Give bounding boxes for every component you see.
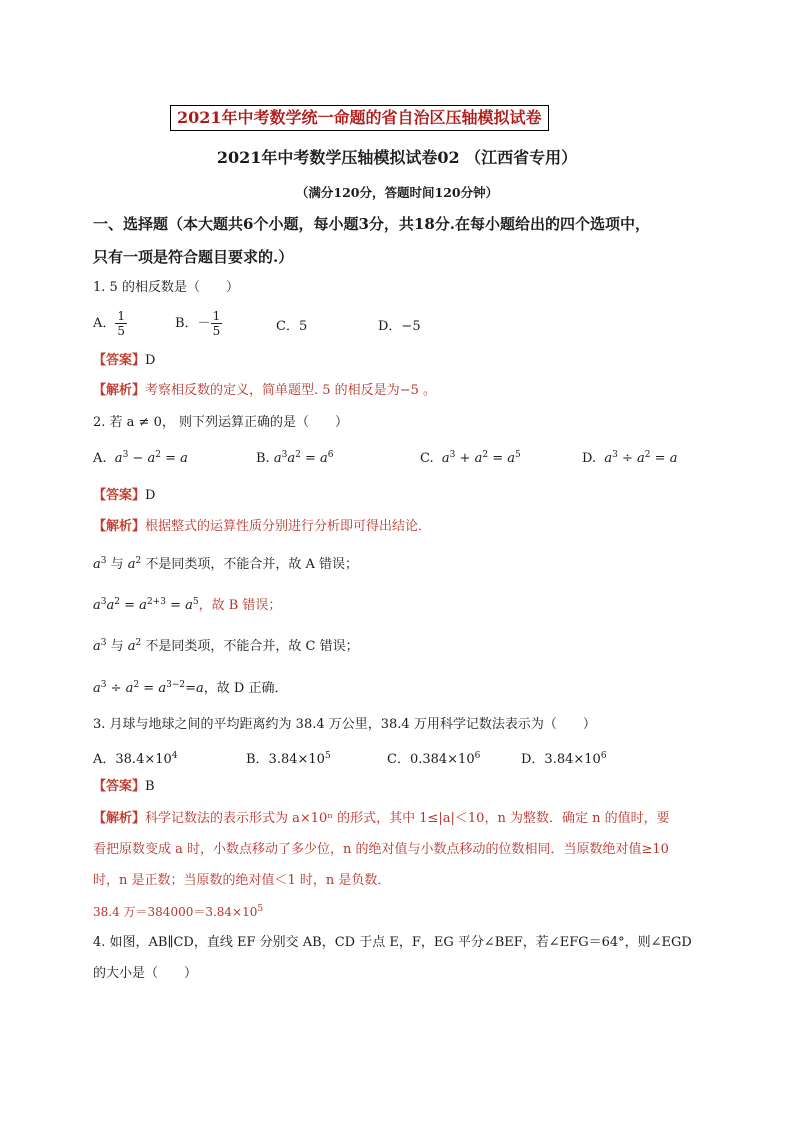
q2-analysis-d: $a^3 \div a^2 = a^{3-2}=a$，故 D 正确． bbox=[93, 680, 288, 696]
exam-subtitle: （满分120分，答题时间120分钟） bbox=[295, 185, 499, 200]
q2-option-d: D. $a^3 \div a^2 = a$ bbox=[582, 450, 678, 466]
q3-calculation: 38.4 万$=384000=3.84\times 10^5$ bbox=[93, 904, 264, 919]
section-heading-line1: 一、选择题（本大题共6个小题，每小题3分，共18分.在每小题给出的四个选项中， bbox=[93, 215, 650, 233]
q1-stem: 1. 5 的相反数是（ ） bbox=[93, 280, 239, 295]
q2-stem: 2. 若 a ≠ 0， 则下列运算正确的是（ ） bbox=[93, 415, 348, 430]
q4-stem-line2: 的大小是（ ） bbox=[93, 966, 198, 981]
q2-option-a: A. $a^3 - a^2 = a$ bbox=[93, 450, 188, 466]
q2-analysis: 【解析】根据整式的运算性质分别进行分析即可得出结论． bbox=[93, 519, 432, 534]
q1-analysis: 【解析】考察相反数的定义，简单题型. 5 的相反是为−5 。 bbox=[93, 383, 436, 398]
q3-analysis-line3: 时，n 是正数；当原数的绝对值＜1 时，n 是负数． bbox=[93, 873, 391, 888]
q1-answer: 【答案】D bbox=[93, 353, 156, 368]
q3-option-d: D．$3.84\times 10^6$ bbox=[521, 751, 607, 767]
q3-stem: 3. 月球与地球之间的平均距离约为 38.4 万公里，38.4 万用科学记数法表示为（ ） bbox=[93, 717, 596, 732]
section-heading-line2: 只有一项是符合题目要求的.） bbox=[93, 248, 294, 266]
q3-option-c: C．$0.384\times 10^6$ bbox=[387, 751, 481, 767]
q1-option-c: C．5 bbox=[276, 319, 308, 334]
q3-answer: 【答案】B bbox=[93, 779, 155, 794]
q1-option-d: D．−5 bbox=[378, 319, 421, 334]
q3-analysis-line2: 看把原数变成 a 时，小数点移动了多少位，n 的绝对值与小数点移动的位数相同．当原数绝对值≥10 bbox=[93, 842, 669, 857]
q2-answer: 【答案】D bbox=[93, 488, 156, 503]
q2-analysis-a: $a^3$ 与 $a^2$ 不是同类项，不能合并，故 A 错误； bbox=[93, 556, 359, 572]
q3-analysis-line1: 【解析】科学记数法的表示形式为 a×10ⁿ 的形式，其中 1≤|a|＜10，n 为整数．确定 n 的值时，要 bbox=[93, 811, 670, 826]
q3-option-a: A．$38.4\times 10^4$ bbox=[93, 751, 178, 767]
exam-title: 2021年中考数学压轴模拟试卷02 （江西省专用） bbox=[216, 148, 578, 167]
q2-option-c: C. $a^3 + a^2 = a^5$ bbox=[420, 450, 521, 466]
q4-stem-line1: 4. 如图，AB∥CD，直线 EF 分别交 AB，CD 于点 E，F，EG 平分∠BEF，若∠EFG＝64°，则∠EGD bbox=[93, 935, 692, 950]
q1-option-a: A． $\frac{1}{5}$ bbox=[93, 309, 126, 338]
q3-option-b: B．$3.84\times 10^5$ bbox=[246, 751, 331, 767]
q2-analysis-b: $a^3a^2 = a^{2+3} = a^5$，故 B 错误； bbox=[93, 597, 282, 613]
q1-option-b: B．－ $\frac{1}{5}$ bbox=[175, 309, 221, 338]
q2-option-b: B. $a^3a^2 = a^6$ bbox=[256, 450, 334, 466]
exam-series-banner: 2021年中考数学统一命题的省自治区压轴模拟试卷 bbox=[170, 105, 549, 131]
q2-analysis-c: $a^3$ 与 $a^2$ 不是同类项，不能合并，故 C 错误； bbox=[93, 638, 359, 654]
